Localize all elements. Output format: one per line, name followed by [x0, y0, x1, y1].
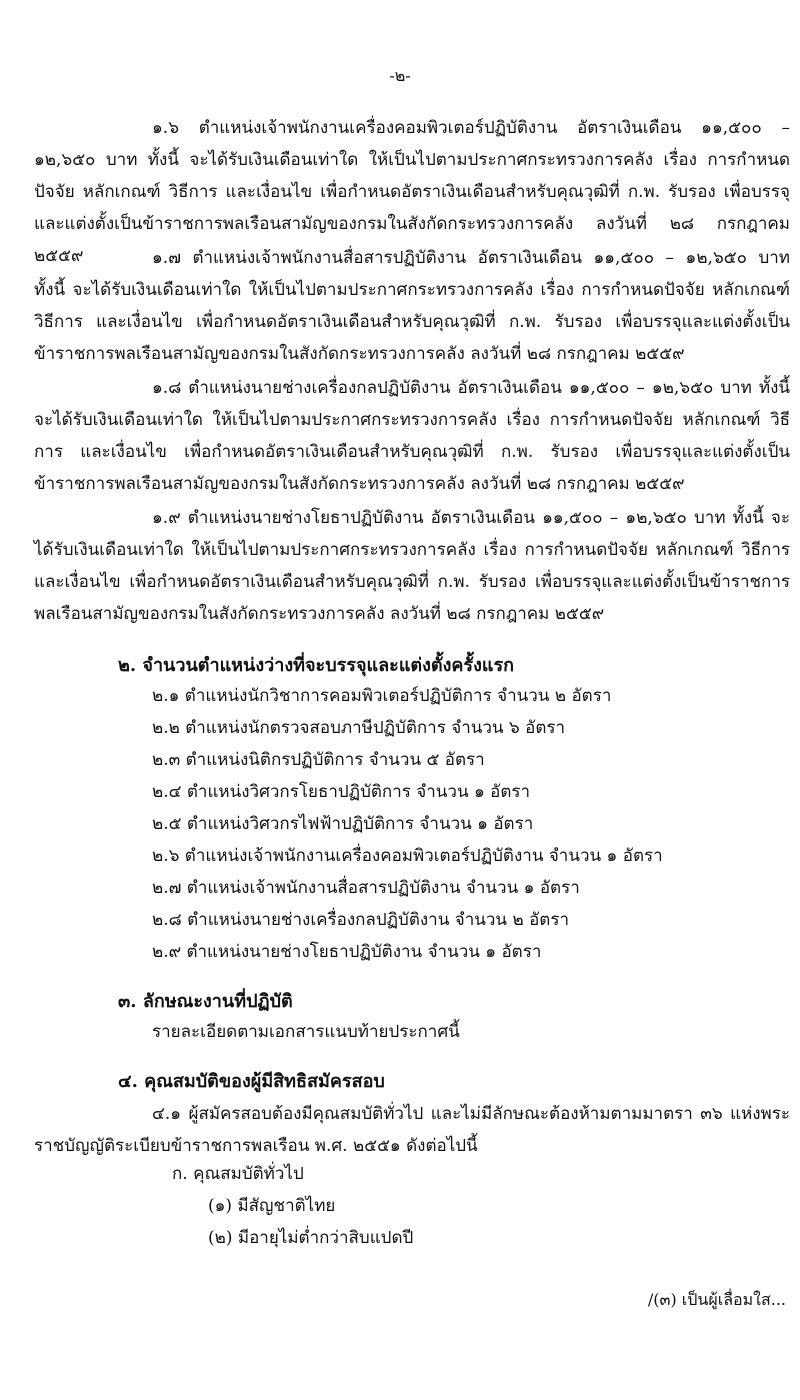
- continuation-marker: /(๓) เป็นผู้เลื่อมใส...: [647, 1290, 786, 1309]
- list-item: ๒.๒ ตำแหน่งนักตรวจสอบภาษีปฏิบัติการ จำนวน ๖ อัตรา: [152, 718, 566, 738]
- list-item: (๑) มีสัญชาติไทย: [208, 1196, 336, 1216]
- item-4-1-text: ๔.๑ ผู้สมัครสอบต้องมีคุณสมบัติทั่วไป และไม่มีลักษณะต้องห้ามตามมาตรา ๓๖ แห่งพระราชบัญญัติระเบียบข้าราชการพลเรือน พ.ศ. ๒๕๕๑ ดังต่อไปนี้: [34, 1104, 790, 1156]
- page-number: -๒-: [389, 66, 411, 85]
- item-1-9-text: ๑.๙ ตำแหน่งนายช่างโยธาปฏิบัติงาน อัตราเงินเดือน ๑๑,๕๐๐ – ๑๒,๖๕๐ บาท ทั้งนี้ จะได้รับเงินเดือนเท่าใด ให้เป็นไปตามประกาศกระทรวงการคลัง เรื่อง การกำหนดปัจจัย หลักเกณฑ์ วิธีการ และเงื่อนไข เพื่อกำหนดอัตราเงินเดือนสำหรับคุณวุฒิที่ ก.พ. รับรอง เพื่อบรรจุและแต่งตั้งเป็นข้าราชการพลเรือนสามัญของกรมในสังกัดกระทรวงการคลัง ลงวันที่ ๒๘ กรกฎาคม ๒๕๕๙: [34, 508, 790, 624]
- item-1-8-paragraph: [34, 372, 790, 500]
- list-item: ๒.๓ ตำแหน่งนิติกรปฏิบัติการ จำนวน ๕ อัตรา: [152, 750, 485, 770]
- item-1-9-paragraph: [34, 502, 790, 630]
- sub-heading-general-qualifications: ก. คุณสมบัติทั่วไป: [172, 1164, 304, 1184]
- item-1-6-text: ๑.๖ ตำแหน่งเจ้าพนักงานเครื่องคอมพิวเตอร์ปฏิบัติงาน อัตราเงินเดือน ๑๑,๕๐๐ – ๑๒,๖๕๐ บาท ทั้งนี้ จะได้รับเงินเดือนเท่าใด ให้เป็นไปตามประกาศกระทรวงการคลัง เรื่อง การกำหนดปัจจัย หลักเกณฑ์ วิธีการ และเงื่อนไข เพื่อกำหนดอัตราเงินเดือนสำหรับคุณวุฒิที่ ก.พ. รับรอง เพื่อบรรจุและแต่งตั้งเป็นข้าราชการพลเรือนสามัญของกรมในสังกัดกระทรวงการคลัง ลงวันที่ ๒๘ กรกฎาคม ๒๕๕๙: [34, 118, 790, 266]
- list-item: ๒.๔ ตำแหน่งวิศวกรโยธาปฏิบัติการ จำนวน ๑ อัตรา: [152, 782, 531, 802]
- section-3-body: รายละเอียดตามเอกสารแนบท้ายประกาศนี้: [152, 1022, 460, 1042]
- list-item: ๒.๘ ตำแหน่งนายช่างเครื่องกลปฏิบัติงาน จำนวน ๒ อัตรา: [152, 910, 569, 930]
- list-item: ๒.๙ ตำแหน่งนายช่างโยธาปฏิบัติงาน จำนวน ๑ อัตรา: [152, 942, 542, 962]
- section-4-heading: ๔. คุณสมบัติของผู้มีสิทธิสมัครสอบ: [118, 1071, 385, 1092]
- list-item: ๒.๕ ตำแหน่งวิศวกรไฟฟ้าปฏิบัติการ จำนวน ๑ อัตรา: [152, 814, 534, 834]
- section-3-heading: ๓. ลักษณะงานที่ปฏิบัติ: [118, 991, 293, 1012]
- section-2-heading: ๒. จำนวนตำแหน่งว่างที่จะบรรจุและแต่งตั้งครั้งแรก: [118, 655, 515, 676]
- list-item: ๒.๑ ตำแหน่งนักวิชาการคอมพิวเตอร์ปฏิบัติการ จำนวน ๒ อัตรา: [152, 686, 612, 706]
- item-4-1-paragraph: [34, 1098, 790, 1162]
- item-1-8-text: ๑.๘ ตำแหน่งนายช่างเครื่องกลปฏิบัติงาน อัตราเงินเดือน ๑๑,๕๐๐ – ๑๒,๖๕๐ บาท ทั้งนี้ จะได้รับเงินเดือนเท่าใด ให้เป็นไปตามประกาศกระทรวงการคลัง เรื่อง การกำหนดปัจจัย หลักเกณฑ์ วิธีการ และเงื่อนไข เพื่อกำหนดอัตราเงินเดือนสำหรับคุณวุฒิที่ ก.พ. รับรอง เพื่อบรรจุและแต่งตั้งเป็นข้าราชการพลเรือนสามัญของกรมในสังกัดกระทรวงการคลัง ลงวันที่ ๒๘ กรกฎาคม ๒๕๕๙: [34, 378, 790, 494]
- list-item: (๒) มีอายุไม่ต่ำกว่าสิบแปดปี: [208, 1228, 414, 1248]
- item-1-7-text: ๑.๗ ตำแหน่งเจ้าพนักงานสื่อสารปฏิบัติงาน อัตราเงินเดือน ๑๑,๕๐๐ – ๑๒,๖๕๐ บาท ทั้งนี้ จะได้รับเงินเดือนเท่าใด ให้เป็นไปตามประกาศกระทรวงการคลัง เรื่อง การกำหนดปัจจัย หลักเกณฑ์ วิธีการ และเงื่อนไข เพื่อกำหนดอัตราเงินเดือนสำหรับคุณวุฒิที่ ก.พ. รับรอง เพื่อบรรจุและแต่งตั้งเป็นข้าราชการพลเรือนสามัญของกรมในสังกัดกระทรวงการคลัง ลงวันที่ ๒๘ กรกฎาคม ๒๕๕๙: [34, 248, 790, 364]
- list-item: ๒.๗ ตำแหน่งเจ้าพนักงานสื่อสารปฏิบัติงาน จำนวน ๑ อัตรา: [152, 878, 580, 898]
- item-1-7-paragraph: [34, 242, 790, 370]
- list-item: ๒.๖ ตำแหน่งเจ้าพนักงานเครื่องคอมพิวเตอร์ปฏิบัติงาน จำนวน ๑ อัตรา: [152, 846, 663, 866]
